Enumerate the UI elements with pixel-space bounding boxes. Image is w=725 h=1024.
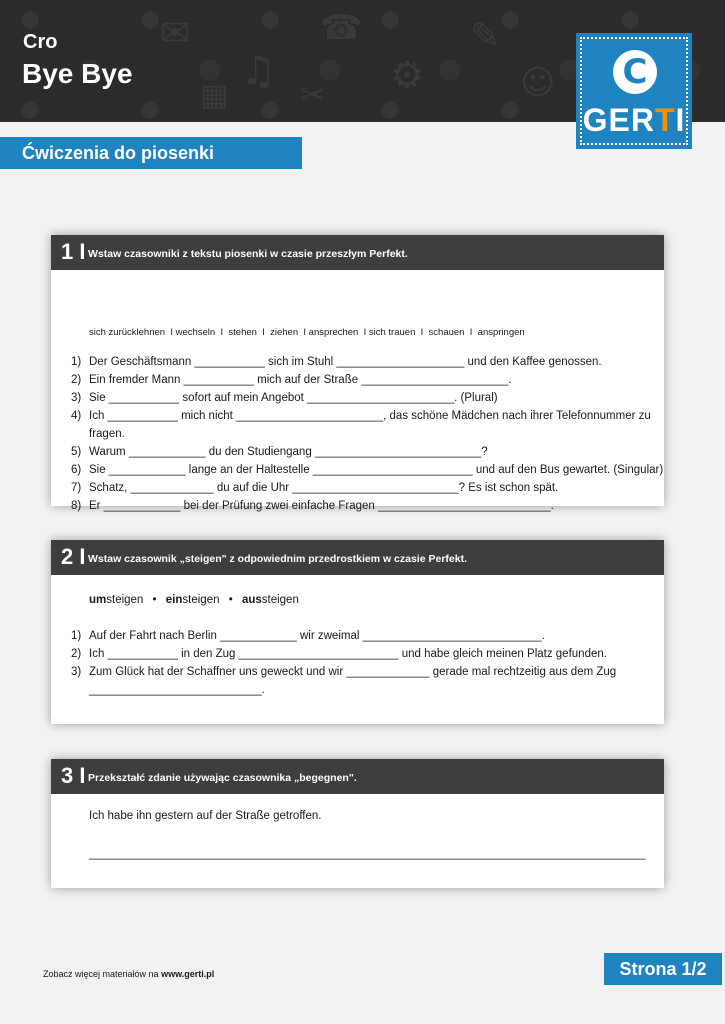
copyright-icon: C — [613, 50, 657, 94]
exercise-1-header — [51, 235, 664, 270]
exercise-2-header — [51, 540, 664, 575]
verb-options: umsteigen • einsteigen • aussteigen — [89, 594, 299, 606]
section-title: Ćwiczenia do piosenki — [22, 143, 215, 163]
list-item: 4) Ich ___________ mich nicht _______________________, das schöne Mädchen nach ihrer Telefonnummer zu — [71, 410, 651, 422]
word-bank: sich zurücklehnen I wechseln I stehen I ziehen I ansprechen I sich trauen I schauen I anspringen — [89, 327, 525, 338]
source-sentence: Ich habe ihn gestern auf der Straße getroffen. — [89, 810, 322, 822]
exercise-number: 3 I — [61, 763, 86, 788]
background-icon-pattern: ✉ ♫ ☎ ⚙ ✎ ☺ ▦ ✂ — [160, 8, 556, 113]
list-item: 2) Ich ___________ in den Zug _________________________ und habe gleich meinen Platz gefunden. — [71, 648, 607, 660]
section-title-bar — [0, 137, 302, 169]
exercise-instruction: Wstaw czasowniki z tekstu piosenki w czasie przeszłym Perfekt. — [88, 248, 408, 260]
gerti-logo — [576, 33, 692, 149]
logo-text: GERTI — [582, 102, 686, 138]
list-item: ___________________________. — [89, 684, 265, 696]
list-item: 1) Der Geschäftsmann ___________ sich im Stuhl ____________________ und den Kaffee genossen. — [71, 356, 602, 368]
song-title: Bye Bye — [22, 58, 133, 89]
artist-name: Cro — [23, 31, 58, 53]
list-item: 3) Sie ___________ sofort auf mein Angebot _______________________. (Plural) — [71, 392, 498, 404]
exercise-instruction: Przekształć zdanie używając czasownika „begegnen". — [88, 772, 357, 784]
list-item: 8) Er ____________ bei der Prüfung zwei einfache Fragen ___________________________. — [71, 500, 554, 512]
list-item: 2) Ein fremder Mann ___________ mich auf der Straße _______________________. — [71, 374, 512, 386]
exercise-number: 1 I — [61, 239, 86, 264]
exercise-3 — [51, 759, 664, 888]
exercise-3-header — [51, 759, 664, 794]
page-number-badge: Strona 1/2 — [604, 953, 722, 985]
list-item: 3) Zum Glück hat der Schaffner uns geweckt und wir _____________ gerade mal rechtzeitig aus dem Zug — [71, 666, 617, 678]
exercise-instruction: Wstaw czasownik „steigen" z odpowiednim przedrostkiem w czasie Perfekt. — [88, 553, 467, 565]
exercise-1 — [51, 235, 664, 512]
list-item: 6) Sie ____________ lange an der Haltestelle _________________________ und auf den Bus gewartet. (Singular) — [71, 464, 664, 476]
list-item: 7) Schatz, _____________ du auf die Uhr __________________________? Es ist schon spät. — [71, 482, 559, 494]
list-item: fragen. — [89, 428, 125, 440]
answer-line: _______________________________________________________________________________________ — [89, 848, 646, 860]
exercise-2 — [51, 540, 664, 724]
list-item: 5) Warum ____________ du den Studiengang __________________________? — [71, 446, 488, 458]
exercise-number: 2 I — [61, 544, 86, 569]
footer-link[interactable]: www.gerti.pl — [161, 969, 215, 979]
footer-text: Zobacz więcej materiałów na www.gerti.pl — [43, 969, 215, 979]
list-item: 1) Auf der Fahrt nach Berlin ____________ wir zweimal ____________________________. — [71, 630, 545, 642]
